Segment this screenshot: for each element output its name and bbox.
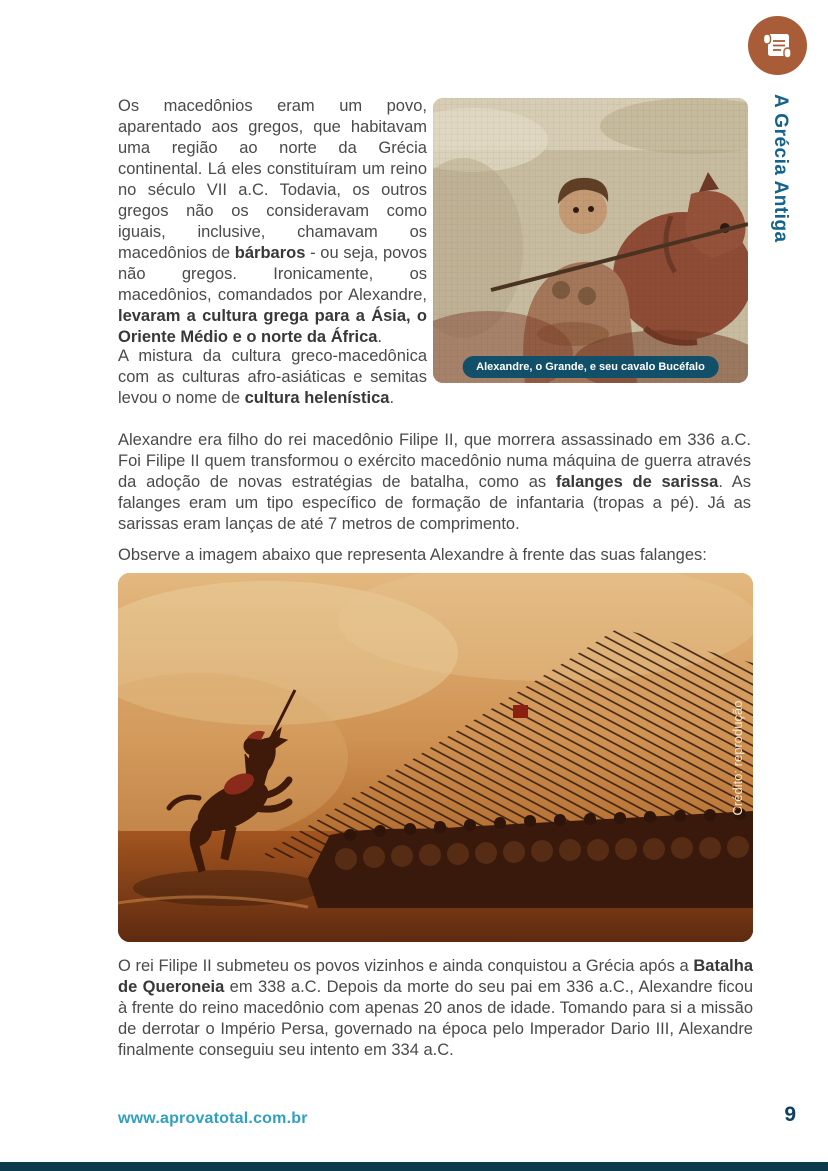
scroll-icon [761,31,795,61]
phalanx-battle-image [118,573,753,942]
queroneia-paragraph: O rei Filipe II submeteu os povos vizinhos e ainda conquistou a Grécia após a Batalha de Queroneia em 338 a.C. Depois da morte do seu pai em 336 a.C., Alexandre ficou à frente do reino macedônio com apenas 20 anos de idade. Tomando para si a missão de derrotar o Império Persa, governado na época pelo Imperador Dario III, Alexandre finalmente conseguiu seu intento em 334 a.C. [118,957,753,1059]
alexander-mosaic-image [433,98,748,383]
side-tab-label: A Grécia Antiga [770,94,791,243]
header-badge [748,16,807,75]
mosaic-illustration [433,98,748,383]
mosaic-caption-badge: Alexandre, o Grande, e seu cavalo Bucéfalo [462,356,719,378]
battle-illustration [118,573,753,942]
filipe-paragraph: Alexandre era filho do rei macedônio Filipe II, que morrera assassinado em 336 a.C. Foi Filipe II quem transformou o exército macedônio numa máquina de guerra através da adoção de novas estratégias de batalha, como as falanges de sarissa. As falanges eram um tipo específico de formação de infantaria (tropas a pé). Já as sarissas eram lanças de até 7 metros de comprimento. [118,431,752,533]
intro-paragraph: Os macedônios eram um povo, aparentado aos gregos, que habitavam uma região ao norte da Grécia continental. Lá eles constituíram um reino no século VII a.C. Todavia, os outros gregos não os consideravam como iguais, inclusive, chamavam os macedônios de bárbaros - ou seja, povos não gregos. Ironicamente, os macedônios, comandados por Alexandre, levaram a cultura grega para a Ásia, o Oriente Médio e o norte da África. [118,97,427,346]
observe-caption: Observe a imagem abaixo que representa Alexandre à frente das suas falanges: [118,546,707,564]
bottom-bar [0,1162,828,1171]
image-credit-label: Crédito: reprodução [730,700,745,815]
helenistic-paragraph: A mistura da cultura greco-macedônica com as culturas afro-asiáticas e semitas levou o nome de cultura helenística. [118,347,427,407]
page-number: 9 [784,1103,796,1126]
footer-url-link[interactable]: www.aprovatotal.com.br [118,1110,308,1127]
